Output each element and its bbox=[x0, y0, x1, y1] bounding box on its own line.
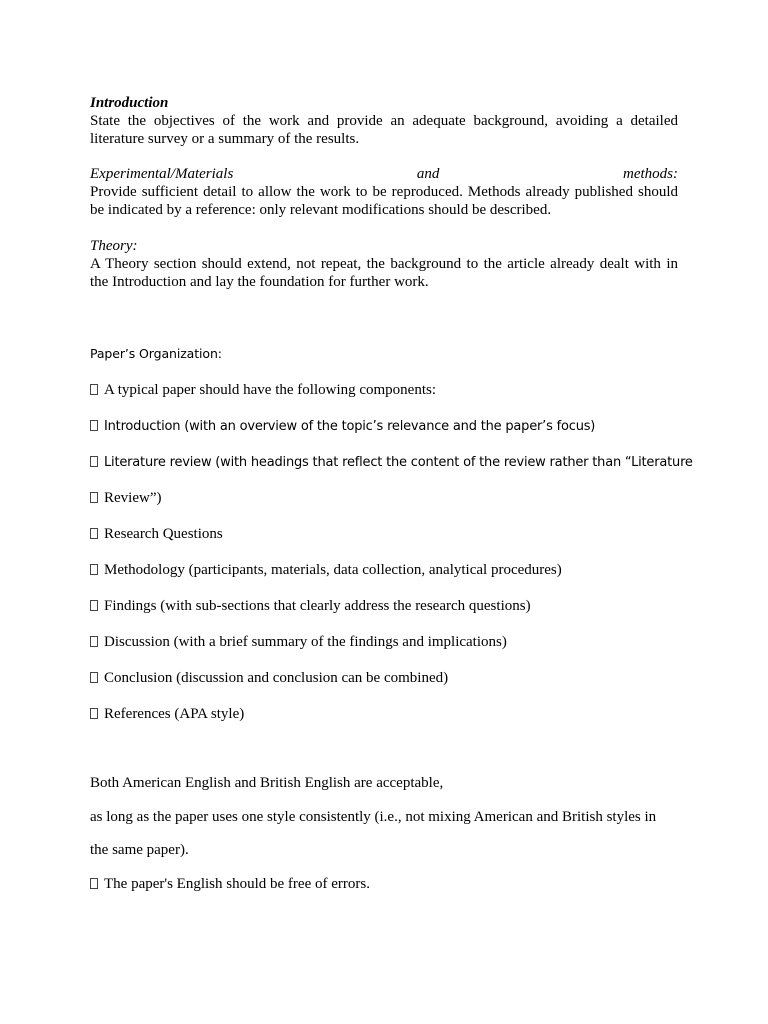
bullet-box-icon bbox=[90, 672, 98, 683]
language-text-line-3: the same paper). bbox=[90, 842, 189, 858]
introduction-text-line-2: literature survey or a summary of the results. bbox=[90, 131, 360, 147]
bullet-box-icon bbox=[90, 420, 98, 431]
list-item: Literature review (with headings that reflect the content of the review rather than “Literature bbox=[90, 453, 678, 472]
list-item: A typical paper should have the following components: bbox=[90, 381, 678, 399]
bullet-box-icon bbox=[90, 384, 98, 395]
list-item: References (APA style) bbox=[90, 705, 678, 723]
bullet-box-icon bbox=[90, 600, 98, 611]
list-item: Review”) bbox=[90, 489, 678, 507]
bullet-box-icon bbox=[90, 492, 98, 503]
list-item: Findings (with sub-sections that clearly address the research questions) bbox=[90, 597, 678, 615]
language-text-line-2: as long as the paper uses one style consistently (i.e., not mixing American and British styles in bbox=[90, 809, 657, 825]
bullet-box-icon bbox=[90, 564, 98, 575]
bullet-box-icon bbox=[90, 878, 98, 889]
introduction-heading: Introduction bbox=[90, 95, 169, 111]
list-item: Research Questions bbox=[90, 525, 678, 543]
list-item: The paper's English should be free of errors. bbox=[90, 875, 678, 893]
theory-text-line-2: the Introduction and lay the foundation for further work. bbox=[90, 274, 429, 290]
language-text-line-1: Both American English and British English are acceptable, bbox=[90, 775, 444, 791]
introduction-text-line-1: State the objectives of the work and provide an adequate background, avoiding a detailed bbox=[90, 113, 678, 129]
list-item: Discussion (with a brief summary of the findings and implications) bbox=[90, 633, 678, 651]
organization-heading: Paper’s Organization: bbox=[90, 346, 222, 361]
theory-heading: Theory: bbox=[90, 238, 138, 254]
bullet-box-icon bbox=[90, 636, 98, 647]
list-item: Introduction (with an overview of the topic’s relevance and the paper’s focus) bbox=[90, 417, 678, 436]
bullet-box-icon bbox=[90, 456, 98, 467]
materials-heading-part-3: methods: bbox=[623, 166, 678, 182]
list-item: Methodology (participants, materials, data collection, analytical procedures) bbox=[90, 561, 678, 579]
list-item: Conclusion (discussion and conclusion can be combined) bbox=[90, 669, 678, 687]
materials-heading-part-1: Experimental/Materials bbox=[90, 166, 234, 182]
materials-heading bbox=[90, 165, 678, 183]
materials-text-line-1: Provide sufficient detail to allow the work to be reproduced. Methods already published should bbox=[90, 184, 678, 200]
materials-heading-part-2: and bbox=[416, 166, 440, 182]
materials-text-line-2: be indicated by a reference: only relevant modifications should be described. bbox=[90, 202, 552, 218]
theory-text-line-1: A Theory section should extend, not repeat, the background to the article already dealt with in bbox=[90, 256, 678, 272]
bullet-box-icon bbox=[90, 528, 98, 539]
bullet-box-icon bbox=[90, 708, 98, 719]
